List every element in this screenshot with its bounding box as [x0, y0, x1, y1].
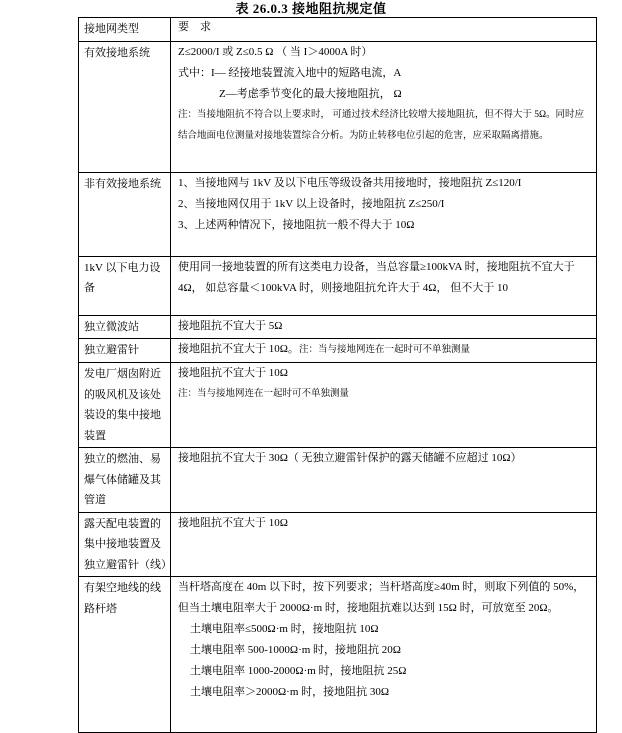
requirement-text: 接地阻抗不宜大于 10Ω。 — [178, 343, 299, 355]
requirement-line: Z≤2000/I 或 Z≤0.5 Ω （ 当 I＞4000A 时） — [178, 45, 373, 58]
column-header-grid-type: 接地网类型 — [79, 18, 171, 42]
table-row — [79, 172, 597, 256]
requirement-line: 土壤电阻率 500-1000Ω·m 时，接地阻抗 20Ω — [190, 644, 401, 656]
requirement-cell — [171, 363, 597, 448]
requirement-cell — [171, 315, 597, 339]
requirement-line: 土壤电阻率≤500Ω·m 时，接地阻抗 10Ω — [190, 623, 379, 635]
requirement-line: 土壤电阻率＞2000Ω·m 时，接地阻抗 30Ω — [190, 686, 390, 698]
requirement-line: 使用同一接地装置的所有这类电力设备，当总容量≥100kVA 时，接地阻抗不宜大于 4Ω， 如总容量＜100kVA 时，则接地阻抗允许大于 4Ω， 但不大于 10 — [178, 260, 575, 294]
requirement-line: Z—考虑季节变化的最大接地阻抗， Ω — [219, 87, 402, 100]
requirement-line: 1、当接地网与 1kV 及以下电压等级设备共用接地时，接地阻抗 Z≤120/I — [178, 176, 522, 189]
requirement-line: 接地阻抗不宜大于 5Ω — [178, 319, 283, 332]
requirement-cell — [171, 339, 597, 363]
row-label-chimney-fan-grounding: 发电厂烟囱附近的吸风机及该处装设的集中接地装置 — [79, 363, 171, 448]
row-label-below-1kv-equipment: 1kV 以下电力设备 — [79, 256, 171, 315]
row-label-lightning-rod: 独立避雷针 — [79, 339, 171, 363]
grounding-impedance-table — [78, 17, 597, 733]
requirement-line: 土壤电阻率 1000-2000Ω·m 时，接地阻抗 25Ω — [190, 665, 407, 677]
row-label-outdoor-distribution: 露天配电装置的集中接地装置及独立避雷针（线） — [79, 512, 171, 577]
requirement-cell — [171, 512, 597, 577]
table-row — [79, 363, 597, 448]
row-label-microwave-station: 独立微波站 — [79, 315, 171, 339]
requirement-cell — [171, 577, 597, 733]
table-row — [79, 577, 597, 733]
table-header-row — [79, 18, 597, 42]
row-label-effective-grounding: 有效接地系统 — [79, 41, 171, 172]
requirement-line: 接地阻抗不宜大于 10Ω — [178, 516, 288, 529]
requirement-cell — [171, 172, 597, 256]
table-row — [79, 41, 597, 172]
row-label-non-effective-grounding: 非有效接地系统 — [79, 172, 171, 256]
requirement-line: 当杆塔高度在 40m 以下时，按下列要求；当杆塔高度≥40m 时，则取下列值的 50%， 但当土壤电阻率大于 2000Ω·m 时，接地阻抗难以达到 15Ω 时，可放宽至 20Ω。 — [178, 581, 585, 614]
row-label-transmission-tower: 有架空地线的线路杆塔 — [79, 577, 171, 733]
requirement-line: 3、上述两种情况下，接地阻抗一般不得大于 10Ω — [178, 218, 415, 231]
requirement-line: 式中：I— 经接地装置流入地中的短路电流，A — [178, 66, 402, 79]
requirement-cell — [171, 256, 597, 315]
table-row — [79, 315, 597, 339]
table-row — [79, 448, 597, 513]
table-row — [79, 339, 597, 363]
column-header-requirement: 要 求 — [171, 18, 597, 42]
requirement-line: 2、当接地网仅用于 1kV 以上设备时，接地阻抗 Z≤250/I — [178, 197, 445, 210]
requirement-line: 接地阻抗不宜大于 10Ω — [178, 367, 288, 379]
table-row — [79, 512, 597, 577]
requirement-note: 注：当与接地网连在一起时可不单独测量 — [178, 389, 350, 399]
requirement-inline-note: 注：当与接地网连在一起时可不单独测量 — [298, 345, 470, 355]
table-title: 表 26.0.3 接地阻抗规定值 — [235, 1, 387, 16]
requirement-note: 注：当接地阻抗不符合以上要求时， 可通过技术经济比较增大接地阻抗，但不得大于 5Ω。同时应结合地面电位测量对接地装置综合分析。为防止转移电位引起的危害，应采取隔离措施。 — [178, 109, 585, 142]
requirement-line: 接地阻抗不宜大于 30Ω（ 无独立避雷针保护的露天储罐不应超过 10Ω） — [178, 452, 522, 464]
table-row — [79, 256, 597, 315]
requirement-cell — [171, 41, 597, 172]
requirement-line — [178, 339, 589, 361]
row-label-fuel-tank-pipeline: 独立的燃油、易爆气体储罐及其管道 — [79, 448, 171, 513]
requirement-cell — [171, 448, 597, 513]
